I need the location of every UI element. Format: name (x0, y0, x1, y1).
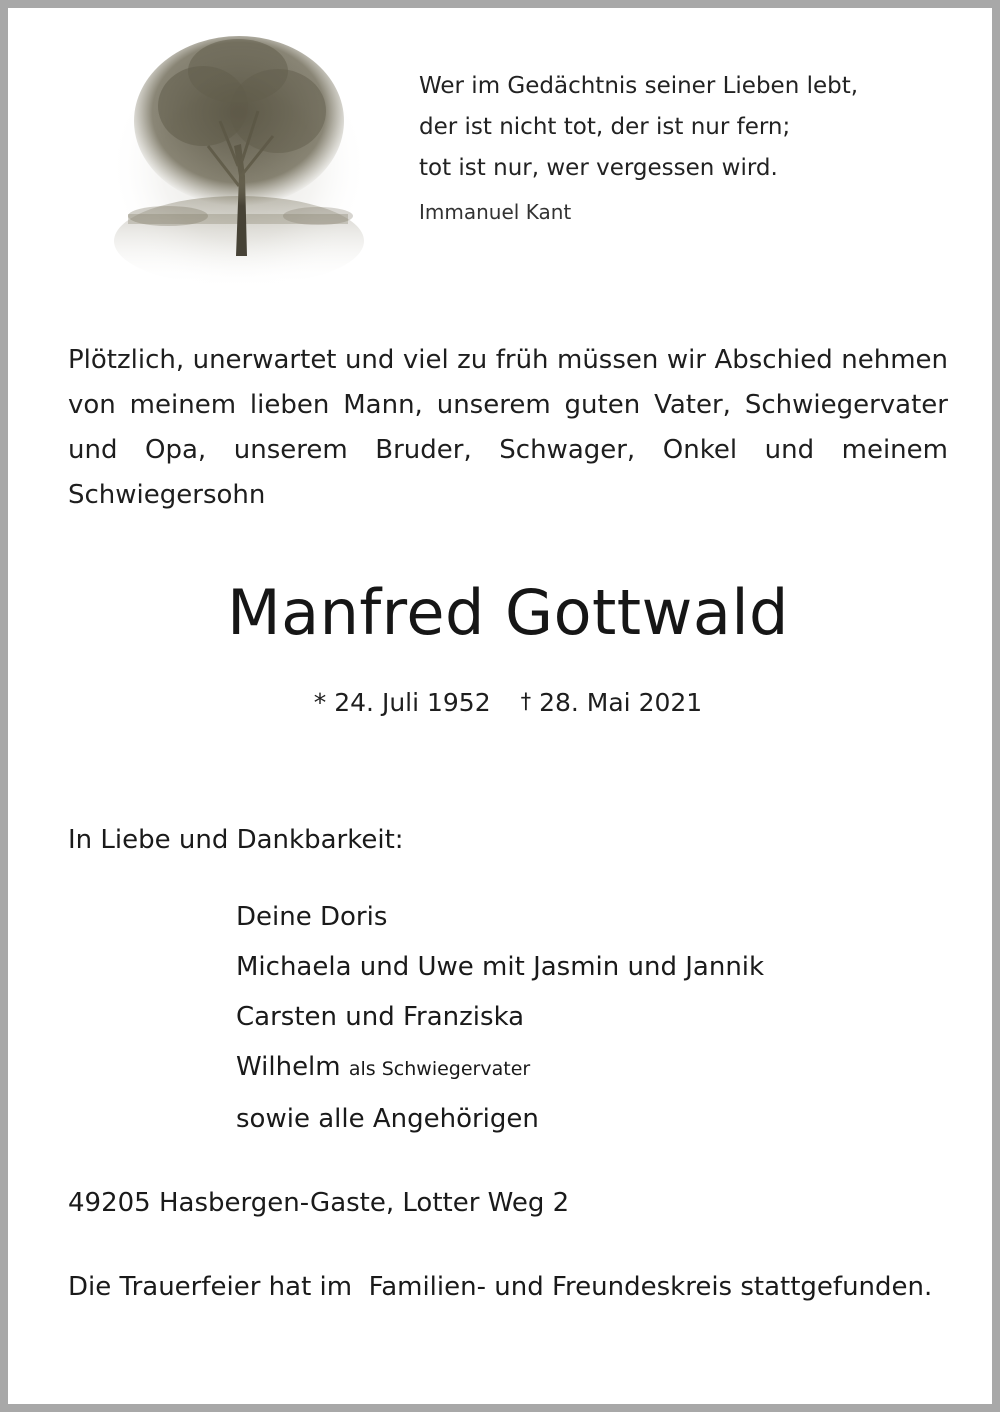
death-symbol: † (520, 689, 532, 713)
signers-list (236, 892, 764, 1144)
quote-block (419, 66, 858, 227)
birth-date: 24. Juli 1952 (334, 688, 491, 717)
funeral-note: Die Trauerfeier hat im Familien- und Freundeskreis stattgefunden. (68, 1272, 933, 1302)
signer: Deine Doris (236, 902, 388, 932)
signer: Michaela und Uwe mit Jasmin und Jannik (236, 952, 765, 982)
signer-note: als Schwiegervater (348, 1058, 531, 1080)
tree-illustration (108, 26, 370, 288)
thanks-line: In Liebe und Dankbarkeit: (68, 825, 404, 855)
death-date: 28. Mai 2021 (539, 688, 703, 717)
birth-symbol: * (313, 688, 327, 717)
signer (236, 1042, 764, 1094)
quote-author: Immanuel Kant (419, 200, 572, 224)
signer: Carsten und Franziska (236, 1002, 525, 1032)
signer: sowie alle Angehörigen (236, 1104, 539, 1134)
quote-line: Wer im Gedächtnis seiner Lieben lebt, (419, 73, 859, 99)
intro-text: Plötzlich, unerwartet und viel zu früh müssen wir Abschied nehmen von meinem lieben Mann, unserem guten Vater, Schwiegervater und Opa, unserem Bruder, Schwager, Onkel und meinem Schwiegersohn (68, 345, 948, 510)
quote-line: tot ist nur, wer vergessen wird. (419, 155, 778, 181)
address: 49205 Hasbergen-Gaste, Lotter Weg 2 (68, 1188, 570, 1218)
quote-line: der ist nicht tot, der ist nur fern; (419, 114, 791, 140)
life-dates (8, 683, 1000, 724)
deceased-name: Manfred Gottwald (227, 576, 789, 649)
signer-name: Wilhelm (236, 1052, 341, 1082)
